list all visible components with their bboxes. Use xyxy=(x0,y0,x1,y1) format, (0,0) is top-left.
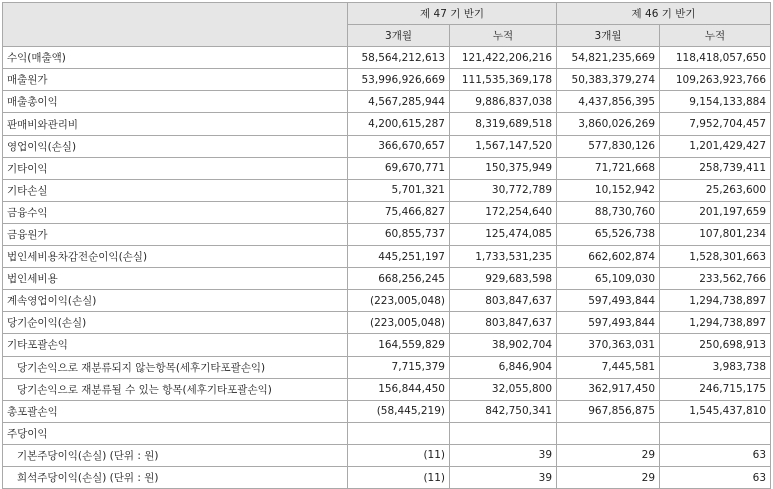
table-row xyxy=(3,69,771,91)
row-label: 희석주당이익(손실) (단위 : 원) xyxy=(3,466,348,488)
row-label: 매출총이익 xyxy=(3,91,348,113)
value-47-cum: 39 xyxy=(450,466,557,488)
value-46-3m: 577,830,126 xyxy=(557,135,660,157)
value-46-3m: 29 xyxy=(557,466,660,488)
value-47-cum: 30,772,789 xyxy=(450,179,557,201)
table-row xyxy=(3,135,771,157)
value-46-3m: 967,856,875 xyxy=(557,400,660,422)
value-46-cum: 1,201,429,427 xyxy=(660,135,771,157)
value-46-cum: 107,801,234 xyxy=(660,223,771,245)
value-47-cum: 111,535,369,178 xyxy=(450,69,557,91)
value-47-3m xyxy=(348,422,450,444)
value-47-cum: 125,474,085 xyxy=(450,223,557,245)
row-label: 기타포괄손익 xyxy=(3,334,348,356)
value-46-3m: 4,437,856,395 xyxy=(557,91,660,113)
value-47-3m: (11) xyxy=(348,444,450,466)
table-row xyxy=(3,223,771,245)
value-47-cum: 1,733,531,235 xyxy=(450,246,557,268)
value-46-cum: 1,294,738,897 xyxy=(660,290,771,312)
value-46-cum: 25,263,600 xyxy=(660,179,771,201)
table-row xyxy=(3,179,771,201)
row-label: 주당이익 xyxy=(3,422,348,444)
row-label: 기타손실 xyxy=(3,179,348,201)
value-47-cum: 32,055,800 xyxy=(450,378,557,400)
value-46-3m: 7,445,581 xyxy=(557,356,660,378)
value-46-3m: 10,152,942 xyxy=(557,179,660,201)
value-47-cum: 121,422,206,216 xyxy=(450,47,557,69)
value-46-3m: 662,602,874 xyxy=(557,246,660,268)
value-46-3m: 54,821,235,669 xyxy=(557,47,660,69)
value-46-cum: 1,545,437,810 xyxy=(660,400,771,422)
table-body xyxy=(3,47,771,489)
value-46-cum: 63 xyxy=(660,466,771,488)
value-47-3m: 75,466,827 xyxy=(348,201,450,223)
value-46-3m: 65,526,738 xyxy=(557,223,660,245)
header-row-periods xyxy=(3,3,771,25)
value-47-3m: 366,670,657 xyxy=(348,135,450,157)
value-47-3m: 156,844,450 xyxy=(348,378,450,400)
value-46-cum: 118,418,057,650 xyxy=(660,47,771,69)
value-47-cum xyxy=(450,422,557,444)
header-corner-cell xyxy=(3,3,348,47)
row-label: 당기손익으로 재분류될 수 있는 항목(세후기타포괄손익) xyxy=(3,378,348,400)
row-label: 기타이익 xyxy=(3,157,348,179)
value-46-3m: 597,493,844 xyxy=(557,312,660,334)
value-46-cum: 7,952,704,457 xyxy=(660,113,771,135)
value-47-cum: 8,319,689,518 xyxy=(450,113,557,135)
value-46-cum: 258,739,411 xyxy=(660,157,771,179)
value-46-cum: 233,562,766 xyxy=(660,268,771,290)
value-47-cum: 842,750,341 xyxy=(450,400,557,422)
row-label: 판매비와관리비 xyxy=(3,113,348,135)
value-47-3m: 445,251,197 xyxy=(348,246,450,268)
value-46-cum: 109,263,923,766 xyxy=(660,69,771,91)
row-label: 금융수익 xyxy=(3,201,348,223)
value-47-cum: 929,683,598 xyxy=(450,268,557,290)
header-46-3m: 3개월 xyxy=(557,25,660,47)
table-row xyxy=(3,268,771,290)
row-label: 영업이익(손실) xyxy=(3,135,348,157)
value-46-cum: 250,698,913 xyxy=(660,334,771,356)
value-47-3m: (11) xyxy=(348,466,450,488)
value-47-3m: (58,445,219) xyxy=(348,400,450,422)
header-47-cum: 누적 xyxy=(450,25,557,47)
value-47-3m: 53,996,926,669 xyxy=(348,69,450,91)
income-statement-table xyxy=(2,2,771,489)
table-row xyxy=(3,378,771,400)
value-47-cum: 9,886,837,038 xyxy=(450,91,557,113)
table-row xyxy=(3,422,771,444)
table-row xyxy=(3,201,771,223)
value-47-3m: (223,005,048) xyxy=(348,312,450,334)
value-46-3m xyxy=(557,422,660,444)
table-row xyxy=(3,290,771,312)
value-46-cum: 1,294,738,897 xyxy=(660,312,771,334)
value-46-cum xyxy=(660,422,771,444)
table-row xyxy=(3,312,771,334)
row-label: 수익(매출액) xyxy=(3,47,348,69)
value-47-cum: 6,846,904 xyxy=(450,356,557,378)
table-row xyxy=(3,400,771,422)
row-label: 매출원가 xyxy=(3,69,348,91)
table-row xyxy=(3,334,771,356)
value-46-3m: 88,730,760 xyxy=(557,201,660,223)
value-47-3m: 58,564,212,613 xyxy=(348,47,450,69)
value-47-cum: 38,902,704 xyxy=(450,334,557,356)
table-row xyxy=(3,356,771,378)
value-47-cum: 150,375,949 xyxy=(450,157,557,179)
value-47-3m: 668,256,245 xyxy=(348,268,450,290)
table-row xyxy=(3,91,771,113)
table-row xyxy=(3,113,771,135)
value-46-cum: 63 xyxy=(660,444,771,466)
value-47-3m: 164,559,829 xyxy=(348,334,450,356)
value-47-3m: 4,200,615,287 xyxy=(348,113,450,135)
value-47-3m: 5,701,321 xyxy=(348,179,450,201)
value-46-3m: 597,493,844 xyxy=(557,290,660,312)
row-label: 기본주당이익(손실) (단위 : 원) xyxy=(3,444,348,466)
table-row xyxy=(3,466,771,488)
value-47-cum: 803,847,637 xyxy=(450,290,557,312)
value-46-cum: 3,983,738 xyxy=(660,356,771,378)
row-label: 법인세비용 xyxy=(3,268,348,290)
table-row xyxy=(3,47,771,69)
value-47-3m: 7,715,379 xyxy=(348,356,450,378)
table-row xyxy=(3,444,771,466)
value-47-3m: 69,670,771 xyxy=(348,157,450,179)
value-46-3m: 50,383,379,274 xyxy=(557,69,660,91)
value-47-3m: 60,855,737 xyxy=(348,223,450,245)
value-46-3m: 362,917,450 xyxy=(557,378,660,400)
row-label: 당기손익으로 재분류되지 않는항목(세후기타포괄손익) xyxy=(3,356,348,378)
row-label: 법인세비용차감전순이익(손실) xyxy=(3,246,348,268)
value-46-3m: 370,363,031 xyxy=(557,334,660,356)
header-period-46: 제 46 기 반기 xyxy=(557,3,771,25)
value-47-3m: 4,567,285,944 xyxy=(348,91,450,113)
value-47-cum: 39 xyxy=(450,444,557,466)
header-46-cum: 누적 xyxy=(660,25,771,47)
value-47-cum: 172,254,640 xyxy=(450,201,557,223)
value-47-cum: 1,567,147,520 xyxy=(450,135,557,157)
value-46-cum: 9,154,133,884 xyxy=(660,91,771,113)
value-46-cum: 246,715,175 xyxy=(660,378,771,400)
row-label: 계속영업이익(손실) xyxy=(3,290,348,312)
value-47-cum: 803,847,637 xyxy=(450,312,557,334)
header-47-3m: 3개월 xyxy=(348,25,450,47)
table-row xyxy=(3,157,771,179)
value-47-3m: (223,005,048) xyxy=(348,290,450,312)
row-label: 총포괄손익 xyxy=(3,400,348,422)
row-label: 당기순이익(손실) xyxy=(3,312,348,334)
value-46-3m: 71,721,668 xyxy=(557,157,660,179)
row-label: 금융원가 xyxy=(3,223,348,245)
table-row xyxy=(3,246,771,268)
value-46-3m: 65,109,030 xyxy=(557,268,660,290)
value-46-cum: 1,528,301,663 xyxy=(660,246,771,268)
value-46-3m: 29 xyxy=(557,444,660,466)
value-46-cum: 201,197,659 xyxy=(660,201,771,223)
value-46-3m: 3,860,026,269 xyxy=(557,113,660,135)
header-period-47: 제 47 기 반기 xyxy=(348,3,557,25)
